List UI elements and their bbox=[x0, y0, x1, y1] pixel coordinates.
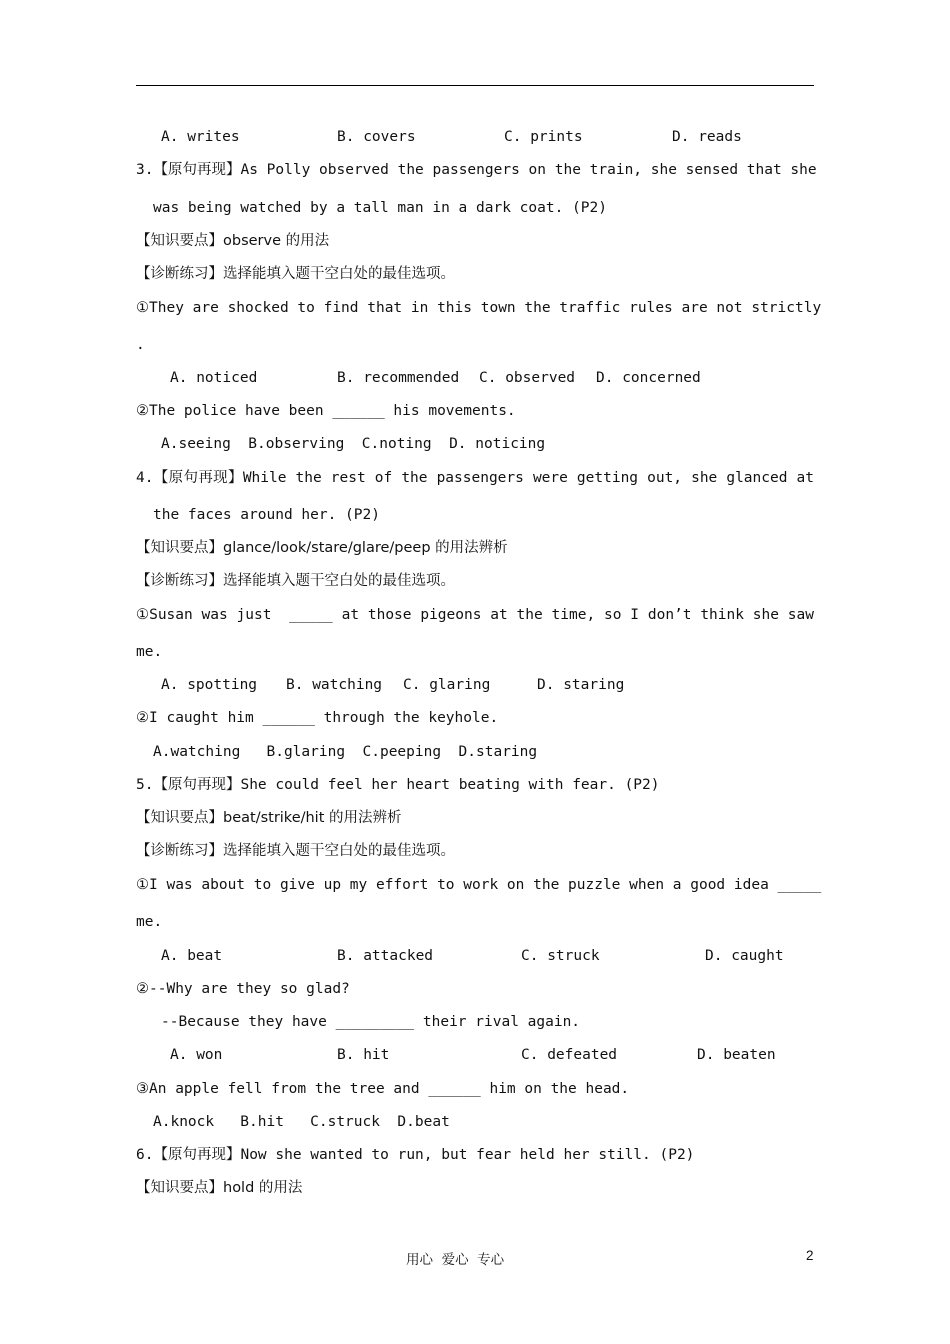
q4-ex1-option-b: B. watching bbox=[286, 677, 383, 693]
q3-ex2-options: A.seeing B.observing C.noting D. noticing bbox=[161, 436, 546, 452]
q4-ex1-option-d: D. staring bbox=[537, 677, 625, 693]
page-number: 2 bbox=[806, 1248, 814, 1263]
q5-exercise-1-cont: me. bbox=[136, 914, 163, 930]
q3-exercise-1: ①They are shocked to find that in this town the traffic rules are not strictly bbox=[136, 300, 822, 316]
q5-ex2-option-d: D. beaten bbox=[697, 1047, 776, 1063]
q5-exercise-2-reply: --Because they have _________ their rival again. bbox=[161, 1014, 581, 1030]
q3-exercise-1-cont: . bbox=[136, 337, 145, 353]
q3-ex1-option-d: D. concerned bbox=[596, 370, 701, 386]
q5-ex2-option-a: A. won bbox=[170, 1047, 223, 1063]
q4-ex2-options: A.watching B.glaring C.peeping D.staring bbox=[153, 744, 538, 760]
q5-knowledge-point: 【知识要点】beat/strike/hit 的用法辨析 bbox=[136, 810, 402, 826]
q3-exercise-2: ②The police have been ______ his movements. bbox=[136, 403, 516, 419]
q3-ex1-option-b: B. recommended bbox=[337, 370, 460, 386]
q2-option-a: A. writes bbox=[161, 129, 240, 145]
q4-diagnostic-heading: 【诊断练习】选择能填入题干空白处的最佳选项。 bbox=[136, 573, 455, 589]
q3-diagnostic-heading: 【诊断练习】选择能填入题干空白处的最佳选项。 bbox=[136, 266, 455, 282]
q2-option-c: C. prints bbox=[504, 129, 583, 145]
q6-original-sentence: 6.【原句再现】Now she wanted to run, but fear held her still. (P2) bbox=[136, 1147, 695, 1163]
q4-exercise-2: ②I caught him ______ through the keyhole. bbox=[136, 710, 499, 726]
q5-original-sentence: 5.【原句再现】She could feel her heart beating with fear. (P2) bbox=[136, 777, 660, 793]
q4-ex1-option-a: A. spotting bbox=[161, 677, 258, 693]
page-footer: 用心 爱心 专心 bbox=[406, 1252, 505, 1268]
q4-original-sentence: 4.【原句再现】While the rest of the passengers were getting out, she glanced at bbox=[136, 470, 814, 486]
q3-ex1-option-c: C. observed bbox=[479, 370, 576, 386]
q3-ex1-option-a: A. noticed bbox=[170, 370, 258, 386]
q3-original-sentence: 3.【原句再现】As Polly observed the passengers on the train, she sensed that she bbox=[136, 162, 817, 178]
q6-knowledge-point: 【知识要点】hold 的用法 bbox=[136, 1180, 303, 1196]
q5-ex3-options: A.knock B.hit C.struck D.beat bbox=[153, 1114, 450, 1130]
q3-original-sentence-cont: was being watched by a tall man in a dark coat. (P2) bbox=[153, 200, 607, 216]
header-rule bbox=[136, 85, 814, 86]
q2-option-d: D. reads bbox=[672, 129, 742, 145]
q3-knowledge-point: 【知识要点】observe 的用法 bbox=[136, 233, 330, 249]
q4-original-sentence-cont: the faces around her. (P2) bbox=[153, 507, 380, 523]
q5-exercise-3: ③An apple fell from the tree and ______ him on the head. bbox=[136, 1081, 630, 1097]
q5-ex1-option-c: C. struck bbox=[521, 948, 600, 964]
q5-diagnostic-heading: 【诊断练习】选择能填入题干空白处的最佳选项。 bbox=[136, 843, 455, 859]
q5-ex1-option-d: D. caught bbox=[705, 948, 784, 964]
q5-exercise-1: ①I was about to give up my effort to work on the puzzle when a good idea _____ bbox=[136, 877, 822, 893]
q5-ex2-option-c: C. defeated bbox=[521, 1047, 618, 1063]
q4-knowledge-point: 【知识要点】glance/look/stare/glare/peep 的用法辨析 bbox=[136, 540, 508, 556]
q4-exercise-1-cont: me. bbox=[136, 644, 163, 660]
q5-ex2-option-b: B. hit bbox=[337, 1047, 390, 1063]
q4-ex1-option-c: C. glaring bbox=[403, 677, 491, 693]
q4-exercise-1: ①Susan was just _____ at those pigeons at the time, so I don’t think she saw bbox=[136, 607, 814, 623]
q5-exercise-2: ②--Why are they so glad? bbox=[136, 981, 350, 997]
q5-ex1-option-a: A. beat bbox=[161, 948, 223, 964]
q2-option-b: B. covers bbox=[337, 129, 416, 145]
q5-ex1-option-b: B. attacked bbox=[337, 948, 434, 964]
